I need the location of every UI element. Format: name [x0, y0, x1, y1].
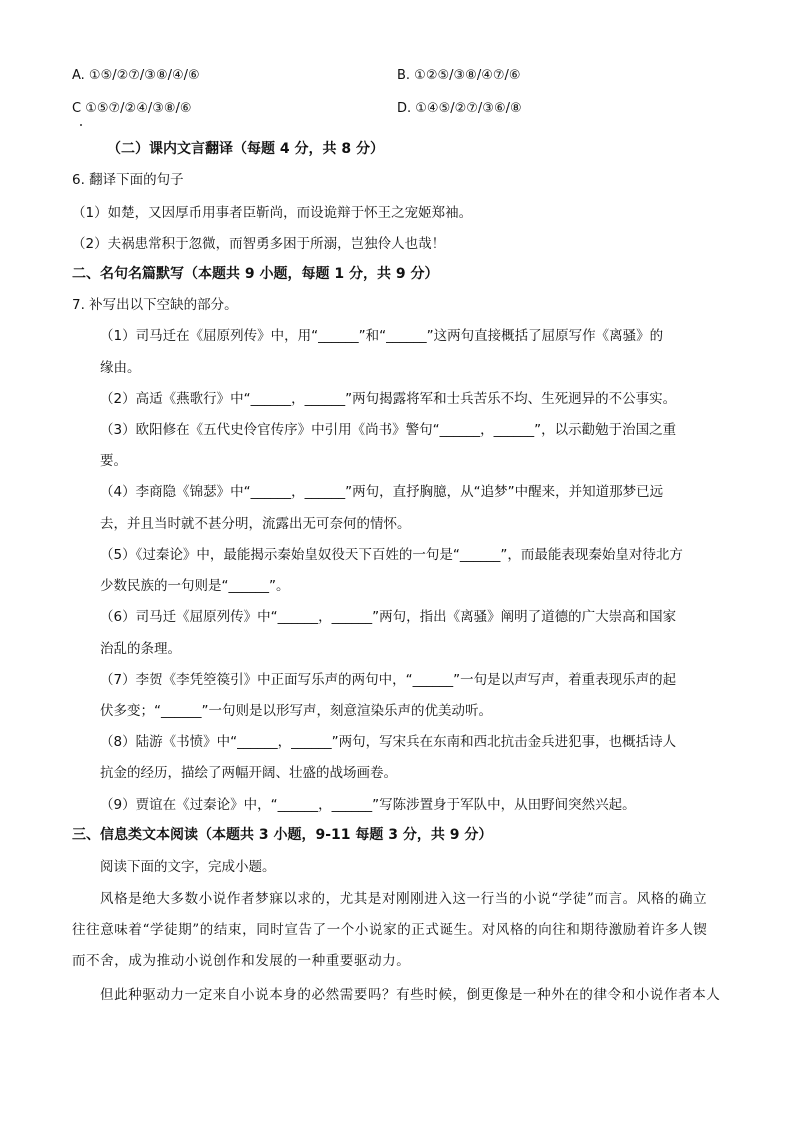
dictation-line: 抗金的经历，描绘了两幅开阔、壮盛的战场画卷。 [100, 765, 397, 781]
dictation-line: （6）司马迁《屈原列传》中“______，______”两句，指出《离骚》阐明了道德的广大崇高和国家 [100, 609, 677, 625]
dictation-line: 去，并且当时就不甚分明，流露出无可奈何的情怀。 [100, 516, 411, 532]
stray-mark [80, 124, 82, 126]
passage-line: 但此种驱动力一定来自小说本身的必然需要吗？有些时候，倒更像是一种外在的律令和小说作者本人 [100, 987, 721, 1003]
dictation-line: 缘由。 [100, 360, 141, 376]
dictation-line: （5）《过秦论》中，最能揭示秦始皇奴役天下百姓的一句是“______”，而最能表现秦始皇对待北方 [100, 547, 683, 563]
dictation-line: 治乱的条理。 [100, 641, 181, 657]
section-reading-heading: 三、信息类文本阅读（本题共 3 小题，9-11 每题 3 分，共 9 分） [72, 827, 493, 843]
reading-instruction: 阅读下面的文字，完成小题。 [100, 859, 276, 875]
dictation-line: 伏多变；“______”一句则是以形写声，刻意渲染乐声的优美动听。 [100, 703, 492, 719]
option-c[interactable]: C ①⑤⑦/②④/③⑧/⑥ [72, 101, 192, 116]
dictation-line: （9）贾谊在《过秦论》中，“______，______”写陈涉置身于军队中，从田野间突然兴起。 [100, 797, 636, 813]
option-b[interactable]: B. ①②⑤/③⑧/④⑦/⑥ [397, 68, 521, 83]
question-6-title: 6. 翻译下面的句子 [72, 172, 184, 188]
dictation-line: （7）李贺《李凭箜篌引》中正面写乐声的两句中，“______”一句是以声写声，着重表现乐声的起 [100, 672, 677, 688]
question-6-item-1: （1）如楚，又因厚币用事者臣靳尚，而设诡辩于怀王之宠姬郑袖。 [72, 205, 473, 221]
option-d[interactable]: D. ①④⑤/②⑦/③⑥/⑧ [397, 101, 522, 116]
dictation-line: 要。 [100, 453, 127, 469]
option-a[interactable]: A. ①⑤/②⑦/③⑧/④/⑥ [72, 68, 200, 83]
section-dictation-heading: 二、名句名篇默写（本题共 9 小题，每题 1 分，共 9 分） [72, 266, 439, 282]
section-translation-heading: （二）课内文言翻译（每题 4 分，共 8 分） [107, 141, 384, 157]
passage-line: 风格是绝大多数小说作者梦寐以求的，尤其是对刚刚进入这一行当的小说“学徒”而言。风格的确立 [100, 891, 708, 907]
question-7-title: 7. 补写出以下空缺的部分。 [72, 297, 238, 313]
passage-line: 而不舍，成为推动小说创作和发展的一种重要驱动力。 [72, 953, 411, 969]
passage-line: 往往意味着“学徒期”的结束，同时宣告了一个小说家的正式诞生。对风格的向往和期待激励着许多人锲 [72, 922, 708, 938]
dictation-line: 少数民族的一句则是“______”。 [100, 578, 290, 594]
dictation-line: （8）陆游《书愤》中“______，______”两句，写宋兵在东南和西北抗击金兵进犯事，也概括诗人 [100, 734, 677, 750]
dictation-line: （2）高适《燕歌行》中“______，______”两句揭露将军和士兵苦乐不均、生死迥异的不公事实。 [100, 391, 677, 407]
dictation-line: （1）司马迁在《屈原列传》中，用“______”和“______”这两句直接概括了屈原写作《离骚》的 [100, 328, 664, 344]
question-6-item-2: （2）夫祸患常积于忽微，而智勇多困于所溺，岂独伶人也哉！ [72, 236, 446, 252]
dictation-line: （4）李商隐《锦瑟》中“______，______”两句，直抒胸臆，从“追梦”中醒来，并知道那梦已远 [100, 484, 664, 500]
dictation-line: （3）欧阳修在《五代史伶官传序》中引用《尚书》警句“______，______”，以示勸勉于治国之重 [100, 422, 677, 438]
